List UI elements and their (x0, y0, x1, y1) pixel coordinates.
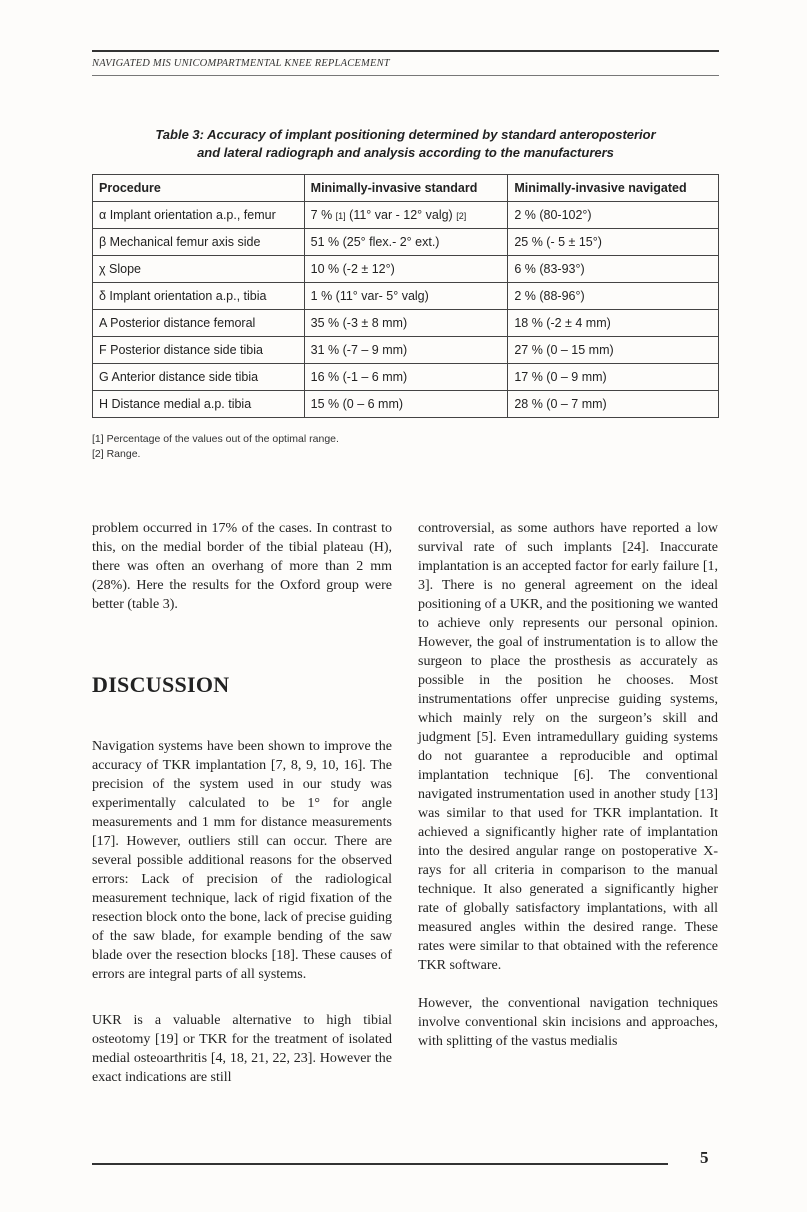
navigated-cell: 2 % (80-102°) (508, 202, 719, 229)
table-caption (92, 126, 719, 162)
procedure-cell: α Implant orientation a.p., femur (93, 202, 305, 229)
body-paragraph: controversial, as some authors have reported a low survival rate of such implants [24]. Inaccurate implantation is an accepted factor for early failure [1, 3]. There is no general agreement on the ideal positioning of a UKR, and the positioning we wanted to achieve only represents our personal opinion. However, the goal of instrumentation is to allow the surgeon to place the prosthesis as accurately as possible in the position he chooses. Most instrumentations offer unprecise guiding systems, which mainly rely on the surgeon’s skill and judgment [5]. Even intramedullary guiding systems do not guarantee a reproducible and optimal implantation technique [6]. The conventional navigated instrumentation used in another study [13] was similar to that used for TKR implantation. It achieved a significantly higher rate of implantation into the desired angular range on postoperative X-rays for all criteria in comparison to the manual technique. It also generated a significantly higher rate of globally satisfactory implantations, with all measured angles within the desired range. These rates were similar to that obtained with the reference TKR software. (418, 521, 718, 973)
running-head: NAVIGATED MIS UNICOMPARTMENTAL KNEE REPLACEMENT (92, 58, 390, 69)
reference-marker: [2] (456, 211, 467, 221)
table-row (93, 202, 719, 229)
table-row (93, 337, 719, 364)
table-row (93, 229, 719, 256)
navigated-cell: 17 % (0 – 9 mm) (508, 364, 719, 391)
footnote: [1] Percentage of the values out of the optimal range. (92, 433, 339, 445)
header-standard: Minimally-invasive standard (304, 175, 508, 202)
header-divider (92, 75, 719, 76)
navigated-cell: 25 % (- 5 ± 15°) (508, 229, 719, 256)
paragraph-gap (418, 975, 718, 994)
reference-marker: [1] (335, 211, 346, 221)
body-paragraph: However, the conventional navigation techniques involve conventional skin incisions and approaches, with splitting of the vastus medialis (418, 996, 718, 1049)
procedure-cell: A Posterior distance femoral (93, 310, 305, 337)
header-rule (92, 50, 719, 52)
standard-cell (304, 202, 508, 229)
standard-cell: 51 % (25° flex.- 2° ext.) (304, 229, 508, 256)
table-caption-line-2: and lateral radiograph and analysis according to the manufacturers (197, 145, 614, 160)
table-row (93, 283, 719, 310)
navigated-cell: 2 % (88-96°) (508, 283, 719, 310)
footnote: [2] Range. (92, 448, 141, 460)
table-row (93, 364, 719, 391)
table-header-row (93, 175, 719, 202)
procedure-cell: χ Slope (93, 256, 305, 283)
left-column-bottom (92, 1011, 392, 1087)
right-column (418, 519, 718, 1051)
standard-cell: 1 % (11° var- 5° valg) (304, 283, 508, 310)
procedure-cell: G Anterior distance side tibia (93, 364, 305, 391)
standard-range: (11° var - 12° valg) (345, 208, 457, 222)
standard-value: 7 % (310, 208, 336, 222)
procedure-cell: β Mechanical femur axis side (93, 229, 305, 256)
navigated-cell: 28 % (0 – 7 mm) (508, 391, 719, 418)
table-row (93, 256, 719, 283)
left-column (92, 519, 392, 614)
header-procedure: Procedure (93, 175, 305, 202)
table-row (93, 391, 719, 418)
navigated-cell: 6 % (83-93°) (508, 256, 719, 283)
page-number: 5 (700, 1148, 709, 1167)
header-navigated: Minimally-invasive navigated (508, 175, 719, 202)
accuracy-table (92, 174, 719, 418)
procedure-cell: δ Implant orientation a.p., tibia (93, 283, 305, 310)
body-paragraph: UKR is a valuable alternative to high tibial osteotomy [19] or TKR for the treatment of isolated medial osteoarthritis [4, 18, 21, 22, 23]. However the exact indications are still (92, 1013, 392, 1085)
standard-cell: 16 % (-1 – 6 mm) (304, 364, 508, 391)
navigated-cell: 27 % (0 – 15 mm) (508, 337, 719, 364)
body-paragraph: Navigation systems have been shown to improve the accuracy of TKR implantation [7, 8, 9, 10, 16]. The precision of the system used in our study was experimentally calculated to be 1° for angle measurements and 1 mm for distance measurements [17]. However, outliers still can occur. There are several possible additional reasons for the observed errors: Lack of precision of the radiological measurement technique, lack of rigid fixation of the resection block onto the bone, lack of precise guiding of the saw blade, for example bending of the saw blade over the resection blocks [18]. These causes of errors are integral parts of all systems. (92, 739, 392, 982)
table-caption-line-1: Table 3: Accuracy of implant positioning determined by standard anteroposterior (155, 127, 656, 142)
procedure-cell: F Posterior distance side tibia (93, 337, 305, 364)
procedure-cell: H Distance medial a.p. tibia (93, 391, 305, 418)
footer-rule (92, 1163, 668, 1165)
standard-cell: 15 % (0 – 6 mm) (304, 391, 508, 418)
section-heading: DISCUSSION (92, 672, 230, 697)
table-footnotes (92, 432, 339, 462)
navigated-cell: 18 % (-2 ± 4 mm) (508, 310, 719, 337)
standard-cell: 10 % (-2 ± 12°) (304, 256, 508, 283)
table-row (93, 310, 719, 337)
left-column-continued (92, 737, 392, 984)
standard-cell: 35 % (-3 ± 8 mm) (304, 310, 508, 337)
standard-cell: 31 % (-7 – 9 mm) (304, 337, 508, 364)
body-paragraph: problem occurred in 17% of the cases. In contrast to this, on the medial border of the tibial plateau (H), there was often an overhang of more than 2 mm (28%). Here the results for the Oxford group were better (table 3). (92, 521, 392, 612)
